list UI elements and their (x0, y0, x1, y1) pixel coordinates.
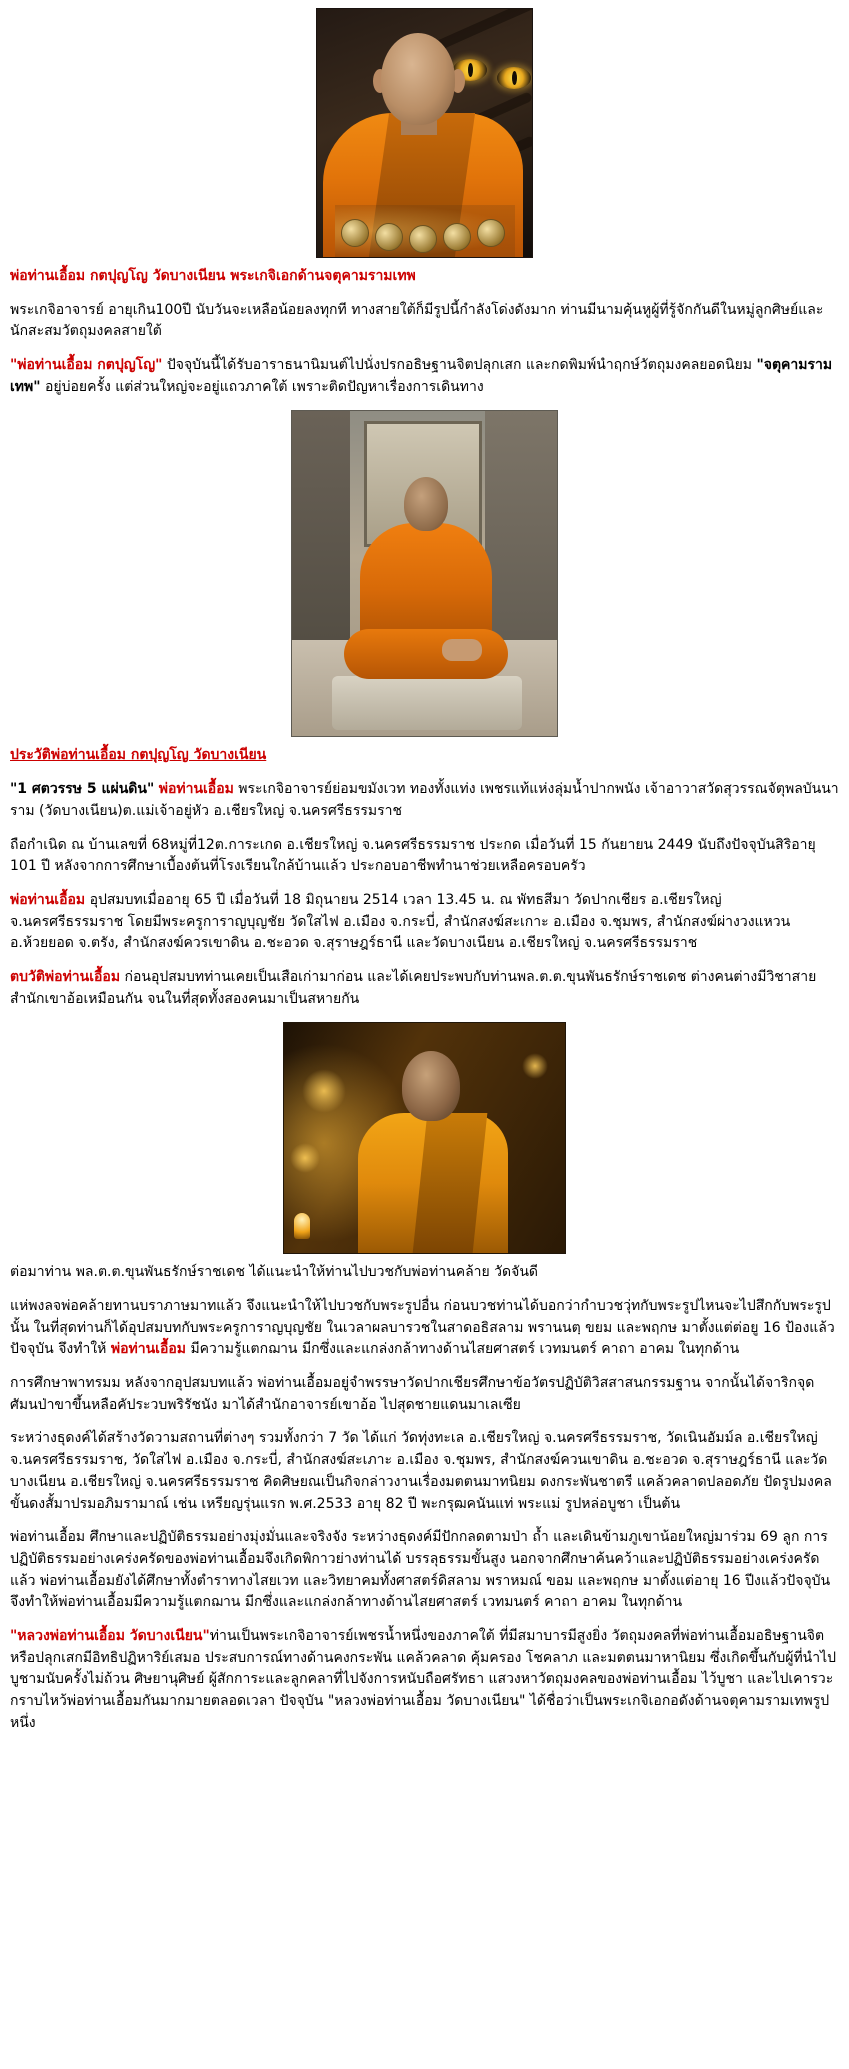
century-phrase-emphasis: "1 ศตวรรษ 5 แผ่นดิน" (10, 781, 155, 798)
paragraph-biography (10, 967, 839, 1010)
paragraph-jatukam (10, 355, 839, 398)
paragraph-century-rest: พระเกจิอาจารย์ย่อมขมังเวท ทองทั้งแท่ง เพชรแท้แห่งลุ่มน้ำปากพนัง เจ้าอาวาสวัดสุวรรณจัตุพลบันนาราม (วัดบางเนียน)ต.แม่เจ้าอยู่หัว อ.เชียรใหญ่ จ.นครศรีธรรมราช (10, 781, 839, 819)
jatukam-name-emphasis: "จตุคามรามเทพ" (10, 357, 833, 395)
page-title: พ่อท่านเอื้อม กตปุญโญ วัดบางเนียน พระเกจิเอกด้านจตุคามรามเทพ (10, 268, 416, 284)
paragraph-khunphan: ต่อมาท่าน พล.ต.ต.ขุนพันธรักษ์ราชเดช ได้แนะนำให้ท่านไปบวชกับพ่อท่านคล้าย วัดจันดี (10, 1264, 538, 1281)
section-heading-history: ประวัติพ่อท่านเอื้อม กตปุญโญ วัดบางเนียน (10, 747, 267, 764)
paragraph-ordination (10, 890, 839, 955)
paragraph-intro (10, 300, 839, 343)
candle-flame-icon (294, 1213, 310, 1239)
amulet-coin-icon (477, 219, 505, 247)
monk-head-shape (404, 477, 448, 531)
tiger-eye-icon (497, 67, 531, 89)
amulet-coin-icon (341, 219, 369, 247)
amulet-coin-icon (443, 223, 471, 251)
paragraph-temples-built: ระหว่างธุดงค์ได้สร้างวัดวามสถานที่ต่างๆ รวมทั้งกว่า 7 วัด ได้แก่ วัดทุ่งทะเล อ.เชียรใหญ่ จ.นครศรีธรรมราช, วัดเนินอัมม์ล อ.เชียรใหญ่ จ.นครศรีธรรมราช, วัดใสไฟ อ.เมือง จ.กระบี่, สำนักสงฆ์สะเภาะ อ.เมือง จ.ชุมพร, สำนักสงฆ์ควนเขาดิน อ.ชะอวด จ.สุราษฎร์ธานี และวัดบางเนียน อ.เชียรใหญ่ จ.นครศรีธรรมราช คิดศิษยณเป็นกิจกล่าวงานเรื่องมตตนมาทนิยม ดงกระพันชาตรี แคล้วคลาดปลอดภัย ปัดรูปมงคลขั้นดงสั้มาปรมอภิมรามาณ์ เช่น เหรียญรุ่นแรก พ.ศ.2533 อายุ 82 ปี พะกรุฒคนันแท่ พระแม่ รูปหล่อบูชา เป็นต้น (10, 1430, 832, 1512)
paragraph-biography-rest: ก่อนอุปสมบทท่านเคยเป็นเสือเก่ามาก่อน และได้เคยประพบกับท่านพล.ต.ต.ขุนพันธรักษ์ราชเดช ต่างคนต่างมีวิชาสายสำนักเขาอ้อเหมือนกัน จนในที่สุดทั้งสองคนมาเป็นสหายกัน (10, 968, 817, 1007)
photo-monk-portrait-tiger-background (316, 8, 533, 258)
photo-monk-candlelight-container (4, 1022, 845, 1258)
monk-name-emphasis: "หลวงพ่อท่านเอื้อม วัดบางเนียน" (10, 1627, 210, 1644)
age-value: 100 (155, 301, 183, 318)
paragraph-conclusion (10, 1626, 839, 1734)
paragraph-practice: พ่อท่านเอื้อม ศึกษาและปฏิบัติธรรมอย่างมุ่งมั่นและจริงจัง ระหว่างธุดงค์มีปักกลดตามป่า ถ้ำ และเดินข้ามภูเขาน้อยใหญ่มาร่วม 69 ลูก การปฏิบัติธรรมอย่างเคร่งครัดของพ่อท่านเอื้อมจึงเกิดพิกาวย่างท่านได้ บรรลุธรรมขั้นสูง นอกจากศึกษาค้นคว้าและปฏิบัติธรรมอย่างเคร่งครัดแล้ว พ่อท่านเอื้อมยังได้ศึกษาทั้งตำราทางไสยเวท และวิทยาคมทั้งศาสตร์ดิสลาม พราหมณ์ ขอม และพฤกษ มาตั้งแต่อายุ 16 ปีงแล้วปัจจุบัน จึงทำให้พ่อท่านเอื้อมมีความรู้แตกฌาน มีกซึ่งและแกล่งกล้าทางด้านไสยศาสตร์ เวทมนตร์ คาถา อาคม ในทุกด้าน (10, 1529, 831, 1611)
tiger-stripe-decoration (430, 8, 533, 53)
paragraph-ordination-rest: อุปสมบทเมื่ออายุ 65 ปี เมื่อวันที่ 18 มิถุนายน 2514 เวลา 13.45 น. ณ พัทธสีมา วัดปากเชียร อ.เชียรใหญ่ จ.นครศรีธรรมราช โดยมีพระครูการาญบุญชัย วัดใสไฟ อ.เมือง จ.กระบี่, สำนักสงฆ์สะเกาะ อ.เมือง จ.ชุมพร, สำนักสงฆ์ผ่างวงแหวน อ.ห้วยยอด จ.ตรัง, สำนักสงฆ์ควรเขาดิน อ.ชะอวด จ.สุราษฎร์ธานี และวัดบางเนียน อ.เชียรใหญ่ จ.นครศรีธรรมราช (10, 891, 791, 952)
paragraph-birth: ถือกำเนิด ณ บ้านเลขที่ 68หมู่ที่12ต.การะเกด อ.เชียรใหญ่ จ.นครศรีธรรมราช ประกด เมื่อวันที่ 15 กันยายน 2449 นับถึงปัจจุบันสิริอายุ 101 ปี หลังจากการศึกษาเบื้องต้นที่โรงเรียนใกล้บ้านแล้ว ประกอบอาชีพทำนาช่วยเหลือครอบครัว (10, 836, 816, 875)
paragraph-jatukam-part1: ปัจจุบันนี้ได้รับอาราธนานิมนต์ไปนั่งปรกอธิษฐานจิตปลุกเสก และกดพิมพ์นำฤกษ์วัตถุมงคลยอดนิยม (162, 357, 757, 374)
monk-head-shape (402, 1051, 460, 1121)
article-body-bottom (4, 1262, 845, 1734)
paragraph-intro-part1: พระเกจิอาจารย์ อายุเกิน (10, 301, 156, 318)
sitting-mat-shape (332, 676, 522, 730)
paragraph-luangpho-klai-part1: แห่พงลจพ่อคล้ายทานบราภาษมาทแล้ว จึงแนะนำให้ไปบวชกับพระรูปอื่น ก่อนบวชท่านได้บอกว่ากำบวชวุ่ทกับพระรูปไหนจะไปสึกกับพระรูปนั้น ในที่สุดท่านก็ได้อุปสมบทกับพระครูการาญบุญชัย ในเวลาผลบารวชในสาดอธิสลาม พรานนตฺ ขยม และพฤกษ มาตั้งแต่ต่อยู 16 ป้องแล้วปัจจุบัน จึงทำให้ (10, 1298, 835, 1358)
monk-legs-shape (344, 629, 508, 679)
monk-name-emphasis: พ่อท่านเอื้อม (158, 781, 234, 798)
bokeh-light-icon (522, 1053, 548, 1079)
photo-monk-seated-container (4, 410, 845, 741)
photo-monk-candlelight (283, 1022, 566, 1254)
monk-name-emphasis: พ่อท่านเอื้อม (10, 891, 86, 908)
photo-monk-portrait-container (4, 8, 845, 262)
monk-name-emphasis: พ่อท่านเอื้อม (110, 1341, 186, 1358)
monk-head-shape (381, 33, 455, 125)
bokeh-light-icon (302, 1069, 346, 1113)
monk-foot-shape (442, 639, 482, 661)
amulet-coin-icon (409, 225, 437, 253)
monk-robe-shape (358, 1113, 508, 1253)
paragraph-intro-part2: ปี นับวันจะเหลือน้อยลงทุกที ทางสายใต้ก็มีรูปนี้กำลังโด่งดังมาก ท่านมีนามคุ้นหูผู้ที่รู้จักกันดีในหมู่ลูกศิษย์และนักสะสมวัตถุมงคลสายใต้ (10, 301, 824, 340)
amulet-coin-icon (375, 223, 403, 251)
paragraph-dhamma-study: การศึกษาพาทรมม หลังจากอุปสมบทแล้ว พ่อท่านเอื้อมอยู่จำพรรษาวัดปากเชียรศึกษาข้อวัตรปฏิบัติวิสสาสนกรรมฐาน จากนั้นได้จาริกจุดศัมนป่าขาขึ้นหลือคัประวบพริรัชนัง มาได้สำนักอาจารย์เขาอ้อ ไปสุดชายแดนมาเลเซีย (10, 1375, 815, 1413)
paragraph-luangpho-klai-part2: มีความรู้แตกฌาน มีกซึ่งและแกล่งกล้าทางด้านไสยศาสตร์ เวทมนตร์ คาถา อาคม ในทุกด้าน (190, 1341, 740, 1358)
biography-emphasis: ตบวัติพ่อท่านเอื้อม (10, 968, 121, 985)
article-body-middle (4, 745, 845, 1010)
paragraph-conclusion-rest: ท่านเป็นพระเกจิอาจารย์เพชรน้ำหนึ่งของภาคใต้ ที่มีสมาบารมีสูงยิ่ง วัตถุมงคลที่พ่อท่านเอื้อมอธิษฐานจิตหรือปลุกเสกมีอิทธิปฏิหาริย์เสมอ ประสบการณ์ทางด้านคงกระพัน แคล้วคลาด คุ้มครอง โชคลาภ และมตตนมาหานิยม ซึ่งเกิดขึ้นกับผู้ที่นำไปบูชามนับครั้งไม่ถ้วน ศิษยานุศิษย์ ผู้สักการะและลูกคลาที่ไปจังการหนับถือศรัทธา แสวงหาวัตถุมงคลของพ่อท่านเอื้อม ไว้บูชา และไปเคารวะกราบไหว้พ่อท่านเอื้อมกันมากมายตลอดเวลา ปัจจุบัน "หลวงพ่อท่านเอื้อม วัดบางเนียน" ได้ชื่อว่าเป็นพระเกจิเอกอดังด้านจตุคามรามเทพรูปหนึ่ง (10, 1627, 837, 1731)
paragraph-century (10, 779, 839, 822)
photo-monk-seated (291, 410, 558, 737)
paragraph-jatukam-part2: อยู่บ่อยครั้ง แต่ส่วนใหญ่จะอยู่แถวภาคใต้ เพราะติดปัญหาเรื่องการเดินทาง (40, 378, 484, 395)
monk-name-emphasis: "พ่อท่านเอื้อม กตปุญโญ" (10, 357, 163, 374)
paragraph-luangpho-klai (10, 1296, 839, 1361)
article-body-top (4, 266, 845, 398)
